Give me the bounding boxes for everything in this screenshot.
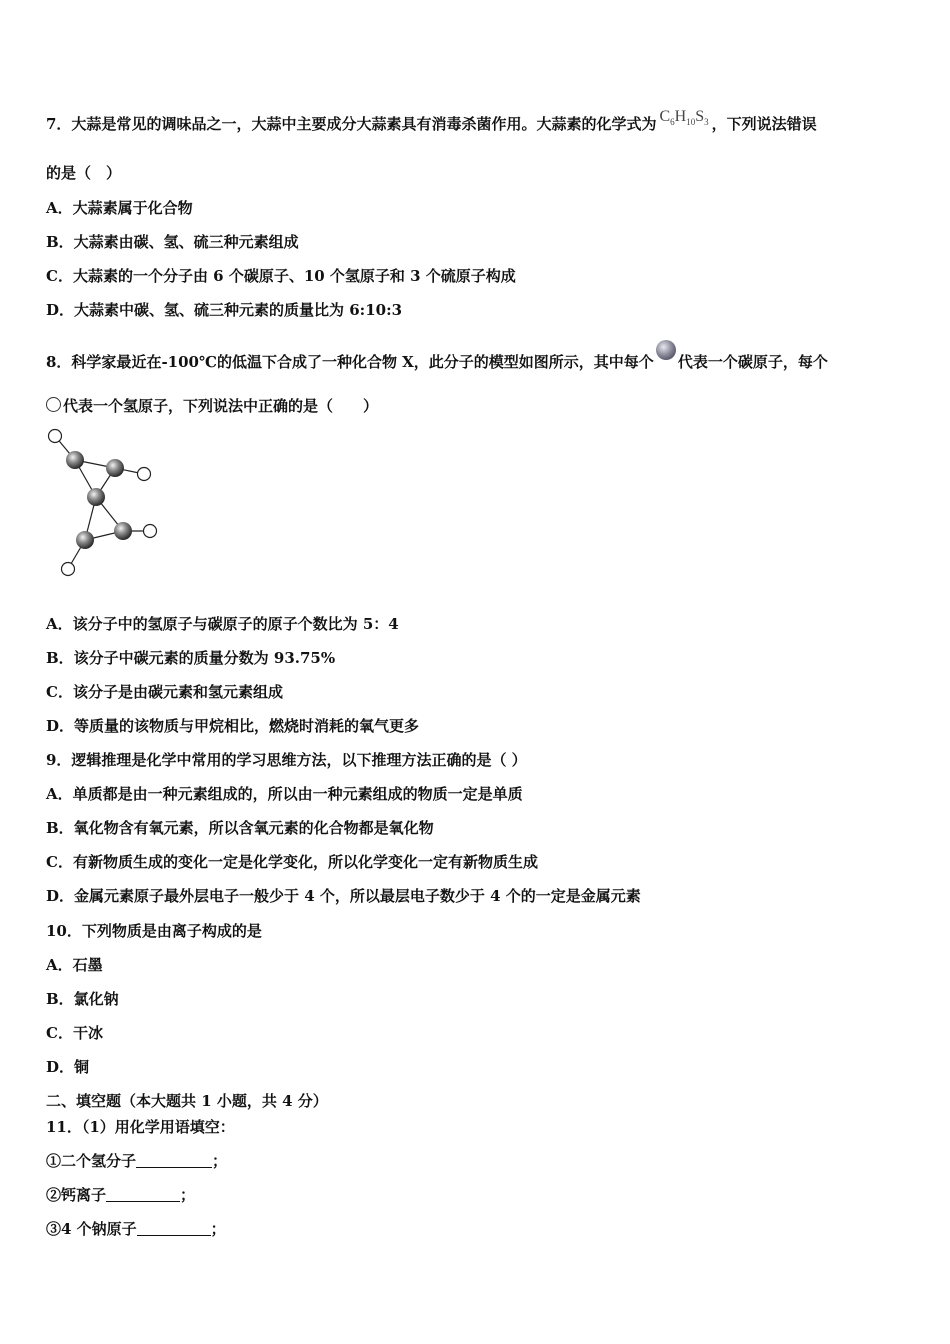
q9-option-c: C．有新物质生成的变化一定是化学变化，所以化学变化一定有新物质生成 <box>46 853 538 871</box>
section-heading: 二、填空题（本大题共 1 小题，共 4 分） <box>46 1092 328 1110</box>
carbon-atom <box>76 531 94 549</box>
q8-option-b: B．该分子中碳元素的质量分数为 93.75% <box>46 649 336 667</box>
q7-stem-line1 <box>46 108 817 140</box>
q7-stem-part1: 7．大蒜是常见的调味品之一，大蒜中主要成分大蒜素具有消毒杀菌作用。大蒜素的化学式为 <box>46 115 657 133</box>
q9-option-a: A．单质都是由一种元素组成的，所以由一种元素组成的物质一定是单质 <box>46 785 523 803</box>
hydrogen-atom <box>138 468 151 481</box>
carbon-atom <box>114 522 132 540</box>
q8-stem-line2 <box>46 396 378 416</box>
q8-option-d: D．等质量的该物质与甲烷相比，燃烧时消耗的氧气更多 <box>46 717 420 735</box>
q7-chemical-formula: $C_6H_{10}S_3$ <box>659 108 709 128</box>
q10-option-c: C．干冰 <box>46 1024 103 1042</box>
molecule-model-diagram <box>40 425 170 585</box>
q11-item-2: ②钙离子 ； <box>46 1186 196 1204</box>
q10-stem: 10．下列物质是由离子构成的是 <box>46 922 262 940</box>
q9-option-d: D．金属元素原子最外层电子一般少于 4 个，所以最层电子数少于 4 个的一定是金属元素 <box>46 887 641 905</box>
q7-option-c: C．大蒜素的一个分子由 6 个碳原子、10 个氢原子和 3 个硫原子构成 <box>46 267 516 285</box>
q7-option-d: D．大蒜素中碳、氢、硫三种元素的质量比为 6:10:3 <box>46 301 403 319</box>
hydrogen-atom <box>49 430 62 443</box>
q10-option-d: D．铜 <box>46 1058 90 1076</box>
q11-item-1-label: ①二个氢分子 <box>46 1152 137 1170</box>
answer-blank-3[interactable] <box>137 1221 211 1236</box>
q8-stem-part1: 8．科学家最近在-100℃的低温下合成了一种化合物 X，此分子的模型如图所示，其中每个 <box>46 353 654 371</box>
answer-blank-1[interactable] <box>136 1153 212 1168</box>
q11-item-3-label: ③4 个钠原子 <box>46 1220 137 1238</box>
q7-option-a: A．大蒜素属于化合物 <box>46 199 193 217</box>
carbon-atom <box>66 451 84 469</box>
carbon-atom <box>106 459 124 477</box>
q7-stem-part2: ，下列说法错误 <box>711 115 817 133</box>
q11-item-2-label: ②钙离子 <box>46 1186 107 1204</box>
carbon-atom <box>87 488 105 506</box>
q8-stem-line1 <box>46 347 828 372</box>
hydrogen-atom <box>62 563 75 576</box>
q7-option-b: B．大蒜素由碳、氢、硫三种元素组成 <box>46 233 299 251</box>
q8-stem-part2: 代表一个碳原子，每个 <box>677 353 828 371</box>
q8-stem-part3: 代表一个氢原子，下列说法中正确的是（ ） <box>63 397 379 415</box>
q8-option-c: C．该分子是由碳元素和氢元素组成 <box>46 683 283 701</box>
q7-stem-line2: 的是（ ） <box>46 164 122 182</box>
carbon-atom-icon <box>656 340 676 360</box>
q9-stem: 9．逻辑推理是化学中常用的学习思维方法，以下推理方法正确的是（ ） <box>46 751 527 769</box>
answer-blank-2[interactable] <box>106 1187 180 1202</box>
q10-option-b: B．氯化钠 <box>46 990 119 1008</box>
q11-item-3: ③4 个钠原子 ； <box>46 1220 226 1238</box>
q8-option-a: A．该分子中的氢原子与碳原子的原子个数比为 5：4 <box>46 615 399 633</box>
carbon-atoms <box>66 451 132 549</box>
q10-option-a: A．石墨 <box>46 956 103 974</box>
hydrogen-atom-icon <box>46 397 61 412</box>
q11-stem: 11．（1）用化学用语填空： <box>46 1118 235 1136</box>
q11-item-1: ①二个氢分子 ； <box>46 1152 228 1170</box>
q9-option-b: B．氧化物含有氧元素，所以含氧元素的化合物都是氧化物 <box>46 819 434 837</box>
hydrogen-atom <box>144 525 157 538</box>
